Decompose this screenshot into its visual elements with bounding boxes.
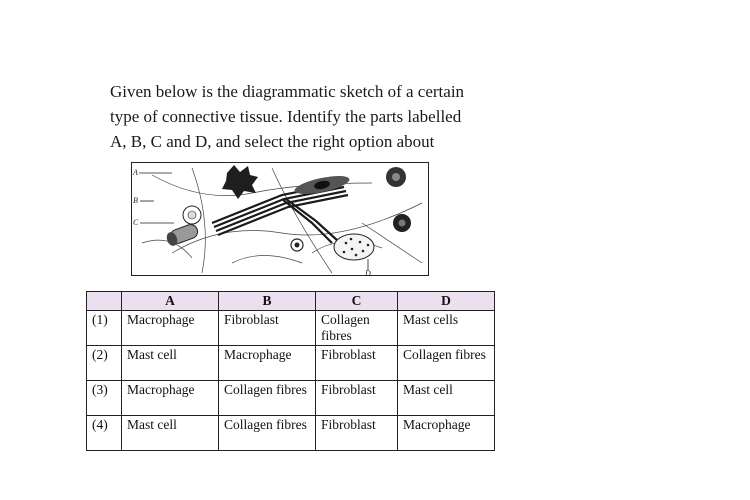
cell-a: Macrophage [122,311,219,346]
header-d: D [398,292,495,311]
tissue-sketch [132,163,430,277]
question-line-3: A, B, C and D, and select the right option about [110,132,435,151]
option-number: (4) [87,416,122,451]
thin-fibres [142,168,422,273]
connective-tissue-diagram [131,162,429,276]
header-c: C [316,292,398,311]
option-number: (1) [87,311,122,346]
label-b: B [133,196,138,205]
label-a: A [133,168,138,177]
header-empty [87,292,122,311]
header-b: B [219,292,316,311]
cell-b: Macrophage [219,346,316,381]
cell-c: Fibroblast [316,346,398,381]
cell-a: Mast cell [122,416,219,451]
table-header-row [87,292,495,311]
header-a: A [122,292,219,311]
question-line-2: type of connective tissue. Identify the parts labelled [110,107,462,126]
cell-d: Collagen fibres [398,346,495,381]
cell-d: Mast cell [398,381,495,416]
label-d: D [365,269,371,278]
table-row [87,311,495,346]
question-line-1: Given below is the diagrammatic sketch of a certain [110,82,465,101]
cell-b: Collagen fibres [219,381,316,416]
option-number: (2) [87,346,122,381]
cell-d: Macrophage [398,416,495,451]
cell-b: Fibroblast [219,311,316,346]
label-c: C [133,218,139,227]
mast-cell-shape [334,234,374,260]
cylinder-structure [165,223,200,248]
question-text [110,79,590,154]
cell-c: Fibroblast [316,416,398,451]
macrophage-shape [222,165,258,199]
option-number: (3) [87,381,122,416]
options-table [86,291,495,451]
cell-d: Mast cells [398,311,495,346]
table-row [87,416,495,451]
cell-c: Fibroblast [316,381,398,416]
cell-a: Macrophage [122,381,219,416]
cell-c: Collagen fibres [316,311,398,346]
table-row [87,346,495,381]
cell-a: Mast cell [122,346,219,381]
table-row [87,381,495,416]
cell-b: Collagen fibres [219,416,316,451]
